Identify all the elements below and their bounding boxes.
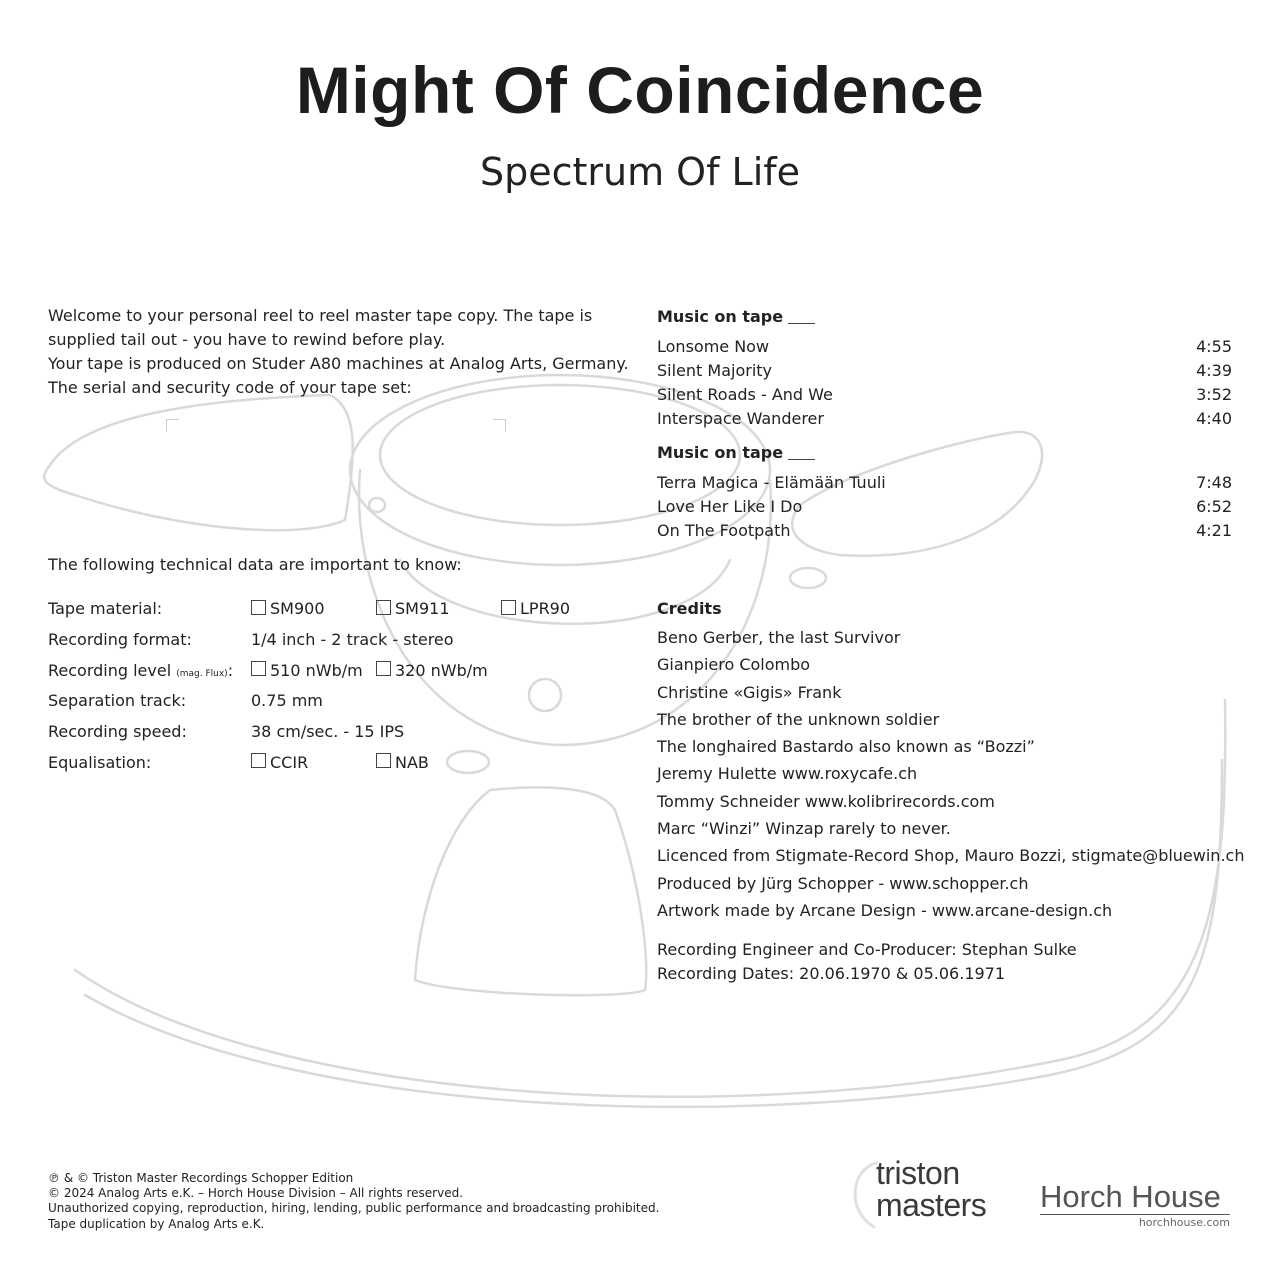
- track-row: [657, 407, 1232, 431]
- track-row: [657, 359, 1232, 383]
- track-time: 4:40: [1196, 409, 1232, 428]
- engineer-line: Recording Engineer and Co-Producer: Stephan Sulke: [657, 940, 1077, 959]
- track-time: 3:52: [1196, 385, 1232, 404]
- tech-row-recording-level: [48, 657, 618, 688]
- footer-line: ℗ & © Triston Master Recordings Schopper Edition: [48, 1171, 354, 1185]
- credit-line: The brother of the unknown soldier: [657, 709, 940, 729]
- tech-row-separation: [48, 687, 618, 718]
- tape1-heading: Music on tape: [657, 305, 1232, 329]
- technical-heading: The following technical data are important to know:: [48, 555, 462, 574]
- footer: [48, 1171, 659, 1232]
- tech-value: 0.75 mm: [251, 691, 323, 711]
- option-lpr90[interactable]: LPR90: [501, 597, 570, 621]
- checkbox[interactable]: [376, 600, 391, 615]
- intro-line: Your tape is produced on Studer A80 machines at Analog Arts, Germany.: [48, 354, 629, 373]
- credit-line: The longhaired Bastardo also known as “Bozzi”: [657, 737, 1035, 757]
- music-list: [657, 305, 1232, 553]
- track-time: 4:55: [1196, 337, 1232, 356]
- checkbox[interactable]: [251, 753, 266, 768]
- recording-info: [657, 938, 1077, 986]
- credit-line: Licenced from Stigmate-Record Shop, Mauro Bozzi, stigmate@bluewin.ch: [657, 846, 1245, 866]
- tech-row-speed: [48, 718, 618, 749]
- track-title: On The Footpath: [657, 521, 791, 540]
- tape1-tracks: [657, 335, 1232, 431]
- tech-label: Separation track:: [48, 691, 187, 711]
- track-title: Love Her Like I Do: [657, 497, 803, 516]
- credits-heading: Credits: [657, 599, 722, 618]
- option-sm900[interactable]: SM900: [251, 597, 325, 621]
- credit-line: Jeremy Hulette www.roxycafe.ch: [657, 764, 918, 784]
- credit-line: Artwork made by Arcane Design - www.arcane-design.ch: [657, 900, 1113, 920]
- credit-line: Beno Gerber, the last Survivor: [657, 628, 901, 647]
- credit-line: Christine «Gigis» Frank: [657, 682, 842, 702]
- tech-label: Tape material:: [48, 599, 163, 618]
- dates-line: Recording Dates: 20.06.1970 & 05.06.1971: [657, 964, 1006, 983]
- option-ccir[interactable]: CCIR: [251, 751, 308, 775]
- track-time: 4:39: [1196, 361, 1232, 380]
- credit-line: Gianpiero Colombo: [657, 655, 811, 675]
- track-time: 7:48: [1196, 473, 1232, 492]
- track-title: Lonsome Now: [657, 337, 770, 356]
- footer-line: © 2024 Analog Arts e.K. – Horch House Division – All rights reserved.: [48, 1186, 464, 1201]
- footer-line: Tape duplication by Analog Arts e.K.: [48, 1216, 265, 1231]
- serial-field-corner: [493, 419, 506, 432]
- tech-label: Equalisation:: [48, 752, 152, 772]
- track-time: 6:52: [1196, 497, 1232, 516]
- track-row: [657, 471, 1232, 495]
- option-510[interactable]: 510 nWb/m: [251, 659, 363, 683]
- credit-lines: [657, 624, 1257, 924]
- horch-house-name: Horch House: [1040, 1180, 1230, 1215]
- tech-row-equalisation: [48, 749, 618, 780]
- credit-line: Marc “Winzi” Winzap rarely to never.: [657, 819, 951, 839]
- credits: [657, 597, 1257, 924]
- tech-label: Recording format:: [48, 629, 192, 649]
- track-title: Interspace Wanderer: [657, 409, 824, 428]
- triston-masters-logo: [846, 1155, 1011, 1233]
- intro-line: Welcome to your personal reel to reel master tape copy. The tape is supplied tail out - you have to rewind before play.: [48, 306, 593, 349]
- track-title: Terra Magica - Elämään Tuuli: [657, 473, 886, 492]
- tape2-heading: Music on tape: [657, 441, 1232, 465]
- checkbox[interactable]: [501, 600, 516, 615]
- option-nab[interactable]: NAB: [376, 751, 429, 775]
- album-title: Spectrum Of Life: [479, 150, 801, 194]
- tech-label: Recording level (mag. Flux):: [48, 660, 234, 680]
- reel-spoke-left: [44, 395, 352, 530]
- tech-row-recording-format: [48, 626, 618, 657]
- intro-line: The serial and security code of your tape set:: [48, 378, 412, 397]
- track-title: Silent Majority: [657, 361, 772, 380]
- reel-spoke-bottom: [415, 787, 646, 995]
- option-sm911[interactable]: SM911: [376, 597, 450, 621]
- serial-field-corner: [166, 419, 179, 432]
- triston-word: triston: [876, 1155, 960, 1191]
- masters-word: masters: [876, 1187, 987, 1223]
- checkbox[interactable]: [251, 661, 266, 676]
- credit-line: Tommy Schneider www.kolibrirecords.com: [657, 791, 995, 811]
- tech-value: 38 cm/sec. - 15 IPS: [251, 722, 405, 742]
- reel-hub-hole: [369, 498, 385, 512]
- track-time: 4:21: [1196, 521, 1232, 540]
- album-artist: Might Of Coincidence: [295, 53, 985, 127]
- track-row: [657, 335, 1232, 359]
- checkbox[interactable]: [251, 600, 266, 615]
- track-title: Silent Roads - And We: [657, 385, 833, 404]
- credit-line: Produced by Jürg Schopper - www.schopper.ch: [657, 873, 1029, 893]
- tech-label: Recording speed:: [48, 722, 187, 742]
- option-320[interactable]: 320 nWb/m: [376, 659, 488, 683]
- tape2-tracks: [657, 471, 1232, 543]
- intro-text: [48, 304, 638, 400]
- track-row: [657, 519, 1232, 543]
- tech-row-tape-material: [48, 595, 618, 626]
- technical-table: [48, 595, 618, 780]
- checkbox[interactable]: [376, 753, 391, 768]
- track-row: [657, 383, 1232, 407]
- horch-house-url: horchhouse.com: [1138, 1216, 1230, 1229]
- checkbox[interactable]: [376, 661, 391, 676]
- reel-hub-small: [790, 568, 826, 588]
- footer-line: Unauthorized copying, reproduction, hiring, lending, public performance and broadcasting prohibited.: [48, 1201, 660, 1216]
- tech-value: 1/4 inch - 2 track - stereo: [251, 629, 454, 649]
- track-row: [657, 495, 1232, 519]
- horch-house-logo: [1040, 1180, 1230, 1236]
